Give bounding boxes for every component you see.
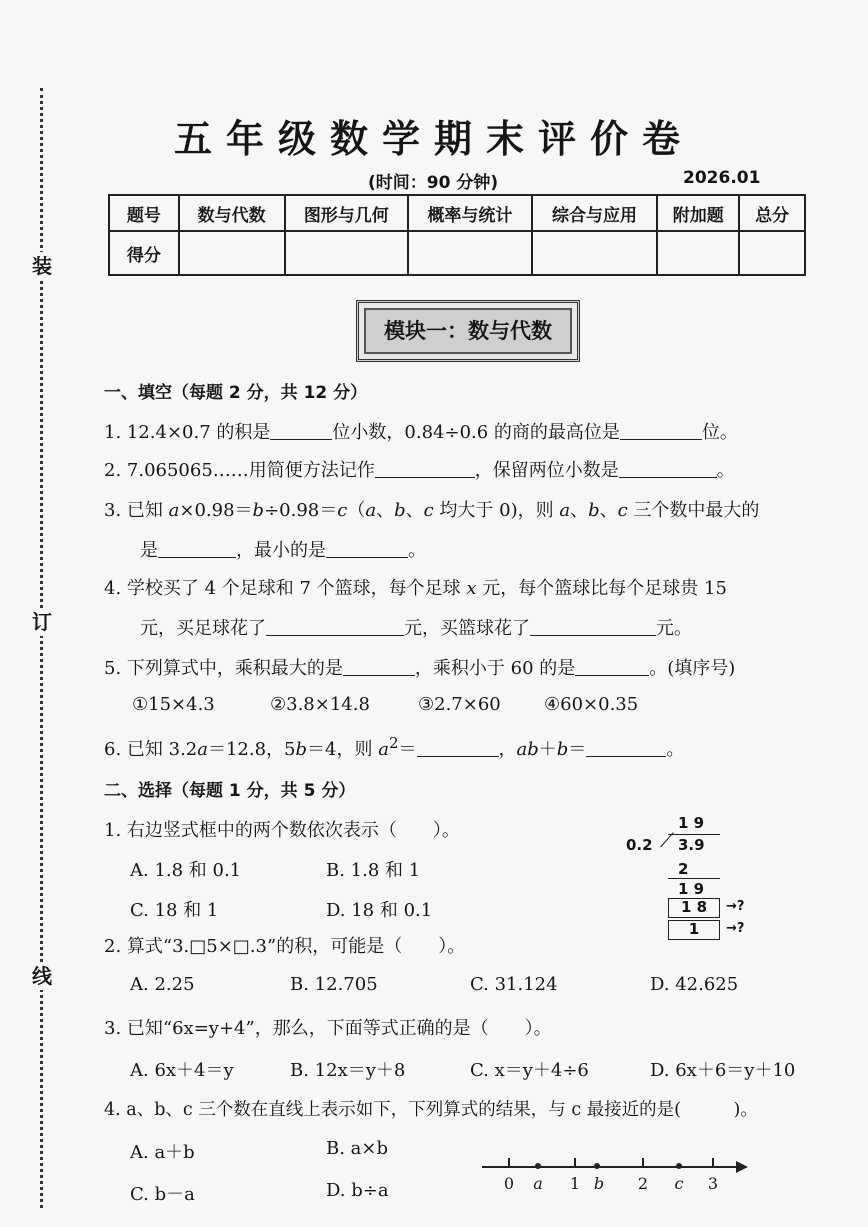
- section1-heading: 一、填空（每题 2 分，共 12 分）: [104, 383, 368, 403]
- division-bar: [668, 834, 720, 835]
- number-line-point: [676, 1163, 682, 1169]
- answer-blank[interactable]: [266, 618, 404, 636]
- division-box-2: 1: [668, 920, 720, 940]
- score-header-cell: 数与代数: [179, 195, 285, 231]
- number-line-tick: [642, 1158, 644, 1167]
- division-step-1: 2: [678, 860, 689, 878]
- score-header-cell: 概率与统计: [408, 195, 532, 231]
- q5-option-2: ②3.8×14.8: [270, 694, 370, 715]
- choice-option[interactable]: B. 1.8 和 1: [326, 860, 421, 881]
- choice-option[interactable]: A. 2.25: [130, 974, 195, 995]
- fill-question-6: 6. 已知 3.2a＝12.8，5b＝4，则 $a^2=$ ，ab＋b＝ 。: [104, 734, 685, 760]
- section2-heading: 二、选择（每题 1 分，共 5 分）: [104, 781, 356, 801]
- number-line-tick: [712, 1158, 714, 1167]
- division-arrow-2: →?: [726, 921, 745, 936]
- answer-blank[interactable]: [417, 739, 499, 757]
- answer-blank[interactable]: [270, 422, 332, 440]
- score-table-score-row: [109, 231, 805, 275]
- score-input-cell[interactable]: [179, 231, 285, 275]
- number-line-label: 3: [707, 1174, 719, 1193]
- fill-question-3: 3. 已知 a×0.98＝b÷0.98＝c（a、b、c 均大于 0)，则 a、b、c 三个数中最大的: [104, 500, 760, 521]
- answer-blank[interactable]: [158, 540, 236, 558]
- choice-option[interactable]: D. 18 和 0.1: [326, 900, 433, 921]
- score-input-cell[interactable]: [739, 231, 805, 275]
- answer-blank[interactable]: [343, 658, 415, 676]
- division-step-2: 1 9: [678, 880, 705, 898]
- score-table: [108, 194, 806, 276]
- score-header-cell: 图形与几何: [285, 195, 409, 231]
- answer-blank[interactable]: [326, 540, 408, 558]
- number-line-tick: [574, 1158, 576, 1167]
- choice-option[interactable]: B. 12.705: [290, 974, 378, 995]
- number-line-arrow-icon: [736, 1161, 748, 1173]
- answer-blank[interactable]: [586, 739, 666, 757]
- answer-blank[interactable]: [575, 658, 649, 676]
- choice-option[interactable]: B. a×b: [326, 1138, 389, 1159]
- number-line-point: [535, 1163, 541, 1169]
- exam-time: (时间：90 分钟): [368, 173, 499, 193]
- q5-option-4: ④60×0.35: [544, 694, 639, 715]
- choice-option[interactable]: B. 12x＝y＋8: [290, 1060, 406, 1081]
- division-divisor: 0.2: [626, 836, 653, 854]
- choice-option[interactable]: A. a＋b: [130, 1142, 195, 1163]
- fill-question-2: 2. 7.065065……用简便方法记作 ，保留两位小数是 。: [104, 460, 735, 481]
- number-line-label: b: [593, 1174, 605, 1193]
- score-header-cell: 题号: [109, 195, 179, 231]
- division-rule: [668, 878, 720, 879]
- choice-question-4: 4. a、b、c 三个数在直线上表示如下，下列算式的结果，与 c 最接近的是( )。: [104, 1100, 758, 1120]
- exam-title: 五年级数学期末评价卷: [173, 117, 694, 161]
- choice-option[interactable]: D. 42.625: [650, 974, 739, 995]
- fill-question-5: 5. 下列算式中，乘积最大的是 ，乘积小于 60 的是 。(填序号): [104, 658, 736, 679]
- binding-char-ding: 订: [32, 610, 52, 634]
- score-header-cell: 总分: [739, 195, 805, 231]
- choice-option[interactable]: C. 18 和 1: [130, 900, 219, 921]
- number-line-tick: [508, 1158, 510, 1167]
- choice-option[interactable]: C. 31.124: [470, 974, 558, 995]
- fill-question-4-line2: 元，买足球花了 元，买篮球花了 元。: [140, 618, 692, 639]
- score-table-header-row: [109, 195, 805, 231]
- score-header-cell: 附加题: [657, 195, 739, 231]
- choice-question-2: 2. 算式“3.□5×□.3”的积，可能是（ ）。: [104, 936, 466, 957]
- score-header-cell: 综合与应用: [532, 195, 658, 231]
- score-input-cell[interactable]: [408, 231, 532, 275]
- division-arrow-1: →?: [726, 899, 745, 914]
- score-input-cell[interactable]: [285, 231, 409, 275]
- fill-question-1: 1. 12.4×0.7 的积是 位小数，0.84÷0.6 的商的最高位是 位。: [104, 422, 738, 443]
- q5-option-1: ①15×4.3: [132, 694, 215, 715]
- number-line-label: 0: [503, 1174, 515, 1193]
- number-line-label: a: [533, 1174, 543, 1193]
- choice-option[interactable]: D. 6x＋6＝y＋10: [650, 1060, 796, 1081]
- choice-option[interactable]: D. b÷a: [326, 1180, 389, 1201]
- choice-option[interactable]: C. x＝y＋4÷6: [470, 1060, 589, 1081]
- score-row-label: 得分: [109, 231, 179, 275]
- answer-blank[interactable]: [620, 422, 702, 440]
- answer-blank[interactable]: [375, 460, 475, 478]
- score-input-cell[interactable]: [532, 231, 658, 275]
- q5-option-3: ③2.7×60: [418, 694, 501, 715]
- number-line-label: c: [674, 1174, 684, 1193]
- choice-option[interactable]: C. b－a: [130, 1184, 195, 1205]
- division-dividend: 3.9: [678, 836, 705, 854]
- number-line-axis: [482, 1166, 740, 1168]
- answer-blank[interactable]: [530, 618, 656, 636]
- choice-question-3: 3. 已知“6x=y+4”，那么，下面等式正确的是（ ）。: [104, 1018, 552, 1039]
- fill-question-4: 4. 学校买了 4 个足球和 7 个篮球，每个足球 x 元，每个篮球比每个足球贵 15: [104, 578, 727, 599]
- answer-blank[interactable]: [619, 460, 717, 478]
- number-line-label: 2: [637, 1174, 649, 1193]
- score-input-cell[interactable]: [657, 231, 739, 275]
- binding-char-zhuang: 装: [32, 254, 52, 278]
- choice-option[interactable]: A. 6x＋4＝y: [130, 1060, 234, 1081]
- exam-date: 2026.01: [683, 168, 761, 188]
- module-banner: 模块一：数与代数: [356, 300, 580, 362]
- binding-char-xian: 线: [32, 964, 52, 988]
- choice-option[interactable]: A. 1.8 和 0.1: [130, 860, 242, 881]
- division-box-1: 1 8: [668, 898, 720, 918]
- choice-question-1: 1. 右边竖式框中的两个数依次表示（ ）。: [104, 820, 460, 841]
- number-line-label: 1: [569, 1174, 581, 1193]
- number-line-point: [594, 1163, 600, 1169]
- division-quotient: 1 9: [678, 814, 705, 832]
- division-bracket-icon: ⟋: [660, 828, 674, 852]
- fill-question-3-line2: 是 ，最小的是 。: [140, 540, 426, 561]
